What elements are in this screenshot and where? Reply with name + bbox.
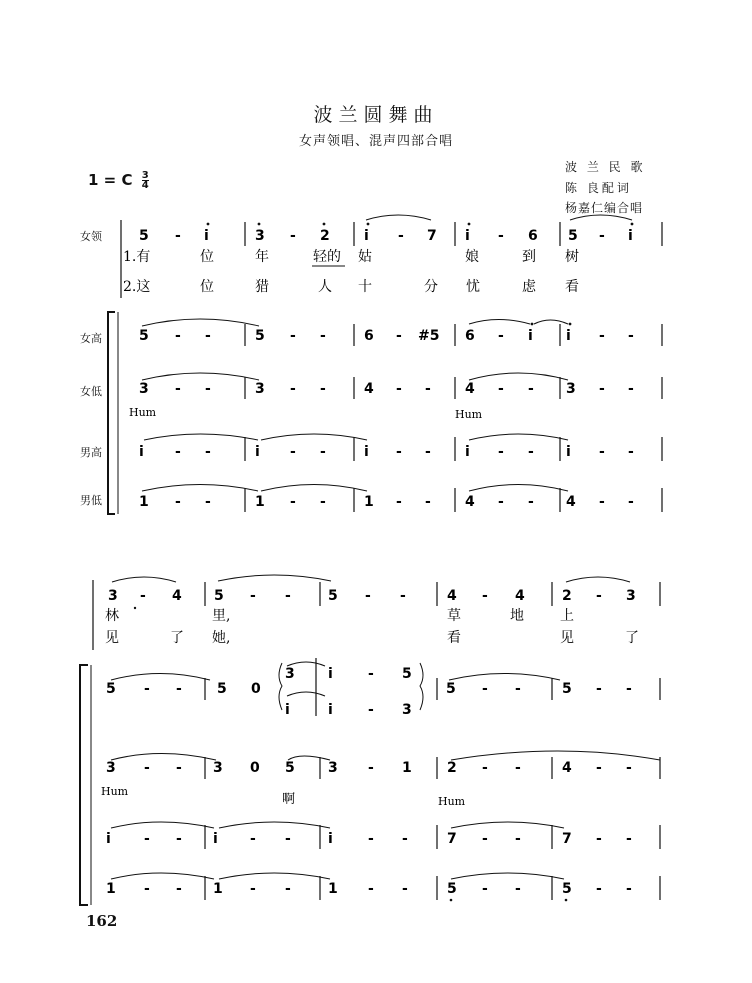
note: - [396, 444, 402, 460]
note: - [205, 444, 211, 460]
note: - [320, 328, 326, 344]
note: 7 [447, 831, 457, 847]
note: - [482, 588, 488, 604]
note: - [626, 760, 632, 776]
lyric-word: 草 [447, 608, 461, 624]
lyric-word: 她, [212, 630, 231, 646]
note: 3 [328, 760, 338, 776]
note: - [528, 444, 534, 460]
note: 1 [213, 881, 223, 897]
part-label-tenor: 男高 [80, 446, 102, 459]
note: - [628, 328, 634, 344]
note: 5 [562, 881, 572, 897]
note: - [176, 681, 182, 697]
note: - [528, 494, 534, 510]
note: 3 [285, 666, 295, 682]
lyric-word: 姑 [358, 249, 372, 265]
note: - [425, 494, 431, 510]
note: - [498, 494, 504, 510]
note: 6 [364, 328, 374, 344]
note: - [144, 881, 150, 897]
hum-text: Hum [438, 795, 466, 808]
lyric-word: 到 [522, 249, 536, 265]
note: - [144, 831, 150, 847]
note: - [175, 328, 181, 344]
lyric-word: 树 [565, 249, 579, 265]
note: 5 [214, 588, 224, 604]
page-number: 162 [86, 912, 118, 930]
note: - [626, 831, 632, 847]
note: 7 [562, 831, 572, 847]
note: - [175, 444, 181, 460]
note: - [285, 588, 291, 604]
lyric-word: 了 [625, 630, 639, 646]
note: i [285, 702, 290, 718]
note: - [402, 881, 408, 897]
note: - [285, 881, 291, 897]
note: 4 [566, 494, 576, 510]
note: - [396, 328, 402, 344]
note: i [566, 444, 571, 460]
note: 5 [447, 881, 457, 897]
note: - [599, 228, 605, 244]
note: - [176, 760, 182, 776]
note: 4 [515, 588, 525, 604]
note: - [599, 444, 605, 460]
note: i [255, 444, 260, 460]
note: 6 [528, 228, 538, 244]
note: - [400, 588, 406, 604]
note: - [250, 831, 256, 847]
key-text: 1 = C [88, 171, 133, 189]
time-denominator: 4 [141, 180, 149, 191]
note: - [482, 681, 488, 697]
song-title: 波兰圆舞曲 [313, 104, 439, 126]
system1-alto-row [129, 373, 662, 421]
song-subtitle: 女声领唱、混声四部合唱 [298, 134, 453, 149]
note: - [175, 494, 181, 510]
lyric-word: 2.这 [123, 279, 151, 295]
note: - [140, 588, 146, 604]
system1-lyrics [123, 248, 579, 295]
note: - [250, 588, 256, 604]
note: - [290, 228, 296, 244]
note: - [205, 381, 211, 397]
note: 5 [562, 681, 572, 697]
note: - [599, 381, 605, 397]
note: - [396, 494, 402, 510]
note: - [482, 881, 488, 897]
note: i [465, 228, 470, 244]
note: 5 [446, 681, 456, 697]
note: - [320, 444, 326, 460]
note: 4 [465, 494, 475, 510]
note: - [628, 494, 634, 510]
note: 5 [106, 681, 116, 697]
system2-soprano-row [106, 658, 660, 718]
lyric-word: 看 [447, 630, 461, 646]
credit-line: 波 兰 民 歌 [565, 160, 646, 174]
lyric-word: 忧 [466, 279, 480, 295]
note: - [290, 381, 296, 397]
note: - [482, 831, 488, 847]
lyric-word: 了 [170, 630, 184, 646]
note: i [213, 831, 218, 847]
note: - [144, 681, 150, 697]
note: 4 [447, 588, 457, 604]
note: - [498, 228, 504, 244]
note: i [328, 831, 333, 847]
note: 5 [402, 666, 412, 682]
note: - [175, 381, 181, 397]
lyric-word: 人 [318, 279, 332, 295]
lyric-word: 猎 [255, 279, 269, 295]
part-label-alto: 女低 [80, 385, 102, 398]
note: 2 [447, 760, 457, 776]
note: - [368, 702, 374, 718]
note: - [402, 831, 408, 847]
lyric-word: 位 [200, 279, 214, 295]
note: 5 [568, 228, 578, 244]
ah-text: 啊 [282, 792, 296, 807]
note: i [528, 328, 533, 344]
lyric-word: 分 [424, 279, 438, 295]
system1-bass-row [139, 485, 662, 513]
note: - [596, 831, 602, 847]
note: - [176, 831, 182, 847]
note: - [599, 328, 605, 344]
note: - [528, 381, 534, 397]
note: - [290, 328, 296, 344]
note: - [599, 494, 605, 510]
note: - [498, 381, 504, 397]
note: 5 [217, 681, 227, 697]
system2-lead-row [108, 575, 636, 609]
note: 2 [320, 228, 330, 244]
part-label-soprano: 女高 [80, 332, 102, 345]
note: - [368, 760, 374, 776]
note: - [250, 881, 256, 897]
system2-alto-row [101, 751, 660, 808]
note: 3 [213, 760, 223, 776]
note: i [364, 444, 369, 460]
note: 3 [566, 381, 576, 397]
note: - [425, 444, 431, 460]
note: - [176, 881, 182, 897]
note: - [515, 681, 521, 697]
note: - [320, 494, 326, 510]
note: - [596, 760, 602, 776]
system2-tenor-row [106, 822, 660, 849]
lyric-word: 上 [560, 608, 574, 624]
lyric-word: 虑 [522, 279, 536, 295]
note: 1 [364, 494, 374, 510]
note: - [425, 381, 431, 397]
note: 4 [465, 381, 475, 397]
note: - [205, 328, 211, 344]
note: 3 [402, 702, 412, 718]
note: i [328, 702, 333, 718]
note: #5 [418, 328, 440, 344]
lyric-word: 1.有 [123, 249, 151, 265]
note: - [368, 881, 374, 897]
system1-tenor-row [139, 434, 662, 461]
note: - [290, 494, 296, 510]
note: 1 [402, 760, 412, 776]
lyric-word: 娘 [465, 249, 479, 265]
note: i [465, 444, 470, 460]
note: - [175, 228, 181, 244]
hum-text: Hum [101, 785, 129, 798]
note: - [398, 228, 404, 244]
note: 5 [139, 328, 149, 344]
lyric-word: 年 [255, 249, 269, 265]
note: 4 [364, 381, 374, 397]
note: 3 [255, 381, 265, 397]
lyric-word: 十 [358, 279, 372, 295]
note: - [205, 494, 211, 510]
note: 3 [106, 760, 116, 776]
note: 3 [626, 588, 636, 604]
lyric-word: 地 [510, 608, 524, 624]
note: 1 [255, 494, 265, 510]
note: - [498, 444, 504, 460]
hum-text: Hum [129, 406, 157, 419]
note: 3 [255, 228, 265, 244]
part-label-bass: 男低 [80, 494, 102, 507]
note: i [364, 228, 369, 244]
note: i [628, 228, 633, 244]
system2-bass-row [106, 873, 660, 901]
system2-lines [80, 580, 660, 905]
note: - [396, 381, 402, 397]
lyric-word: 见 [560, 630, 574, 646]
lyric-word: 看 [565, 279, 579, 295]
note: - [368, 831, 374, 847]
note: - [628, 381, 634, 397]
lyric-word: 林 [105, 608, 119, 624]
note: - [368, 666, 374, 682]
note: 5 [139, 228, 149, 244]
note: - [365, 588, 371, 604]
note: - [626, 681, 632, 697]
note: 2 [562, 588, 572, 604]
note: 4 [172, 588, 182, 604]
part-label-lead: 女领 [80, 230, 102, 243]
note: - [515, 760, 521, 776]
note: 6 [465, 328, 475, 344]
note: 7 [427, 228, 437, 244]
note: - [482, 760, 488, 776]
note: 3 [108, 588, 118, 604]
lyric-word: 见 [105, 630, 119, 646]
note: - [628, 444, 634, 460]
note: i [204, 228, 209, 244]
note: - [144, 760, 150, 776]
lyric-word: 位 [200, 249, 214, 265]
note: 5 [328, 588, 338, 604]
note: i [566, 328, 571, 344]
note: - [515, 831, 521, 847]
note: 5 [285, 760, 295, 776]
credit-line: 陈 良配词 [565, 181, 632, 195]
note: - [596, 681, 602, 697]
note: i [139, 444, 144, 460]
note: 1 [106, 881, 116, 897]
note: 5 [255, 328, 265, 344]
note: - [596, 588, 602, 604]
note: 0 [251, 681, 261, 697]
lyric-word: 轻的 [313, 249, 341, 265]
system1-soprano-row [139, 319, 662, 346]
note: - [320, 381, 326, 397]
note: - [515, 881, 521, 897]
credit-line: 杨嘉仁编合唱 [565, 201, 644, 215]
note: - [290, 444, 296, 460]
note: 3 [139, 381, 149, 397]
system2-lyrics [105, 607, 639, 646]
note: 4 [562, 760, 572, 776]
note: - [498, 328, 504, 344]
note: i [106, 831, 111, 847]
note: 1 [139, 494, 149, 510]
lyric-word: 里, [212, 608, 231, 624]
note: 0 [250, 760, 260, 776]
hum-text: Hum [455, 408, 483, 421]
time-numerator: 3 [141, 170, 149, 181]
note: - [626, 881, 632, 897]
note: - [285, 831, 291, 847]
note: 1 [328, 881, 338, 897]
note: - [596, 881, 602, 897]
note: i [328, 666, 333, 682]
